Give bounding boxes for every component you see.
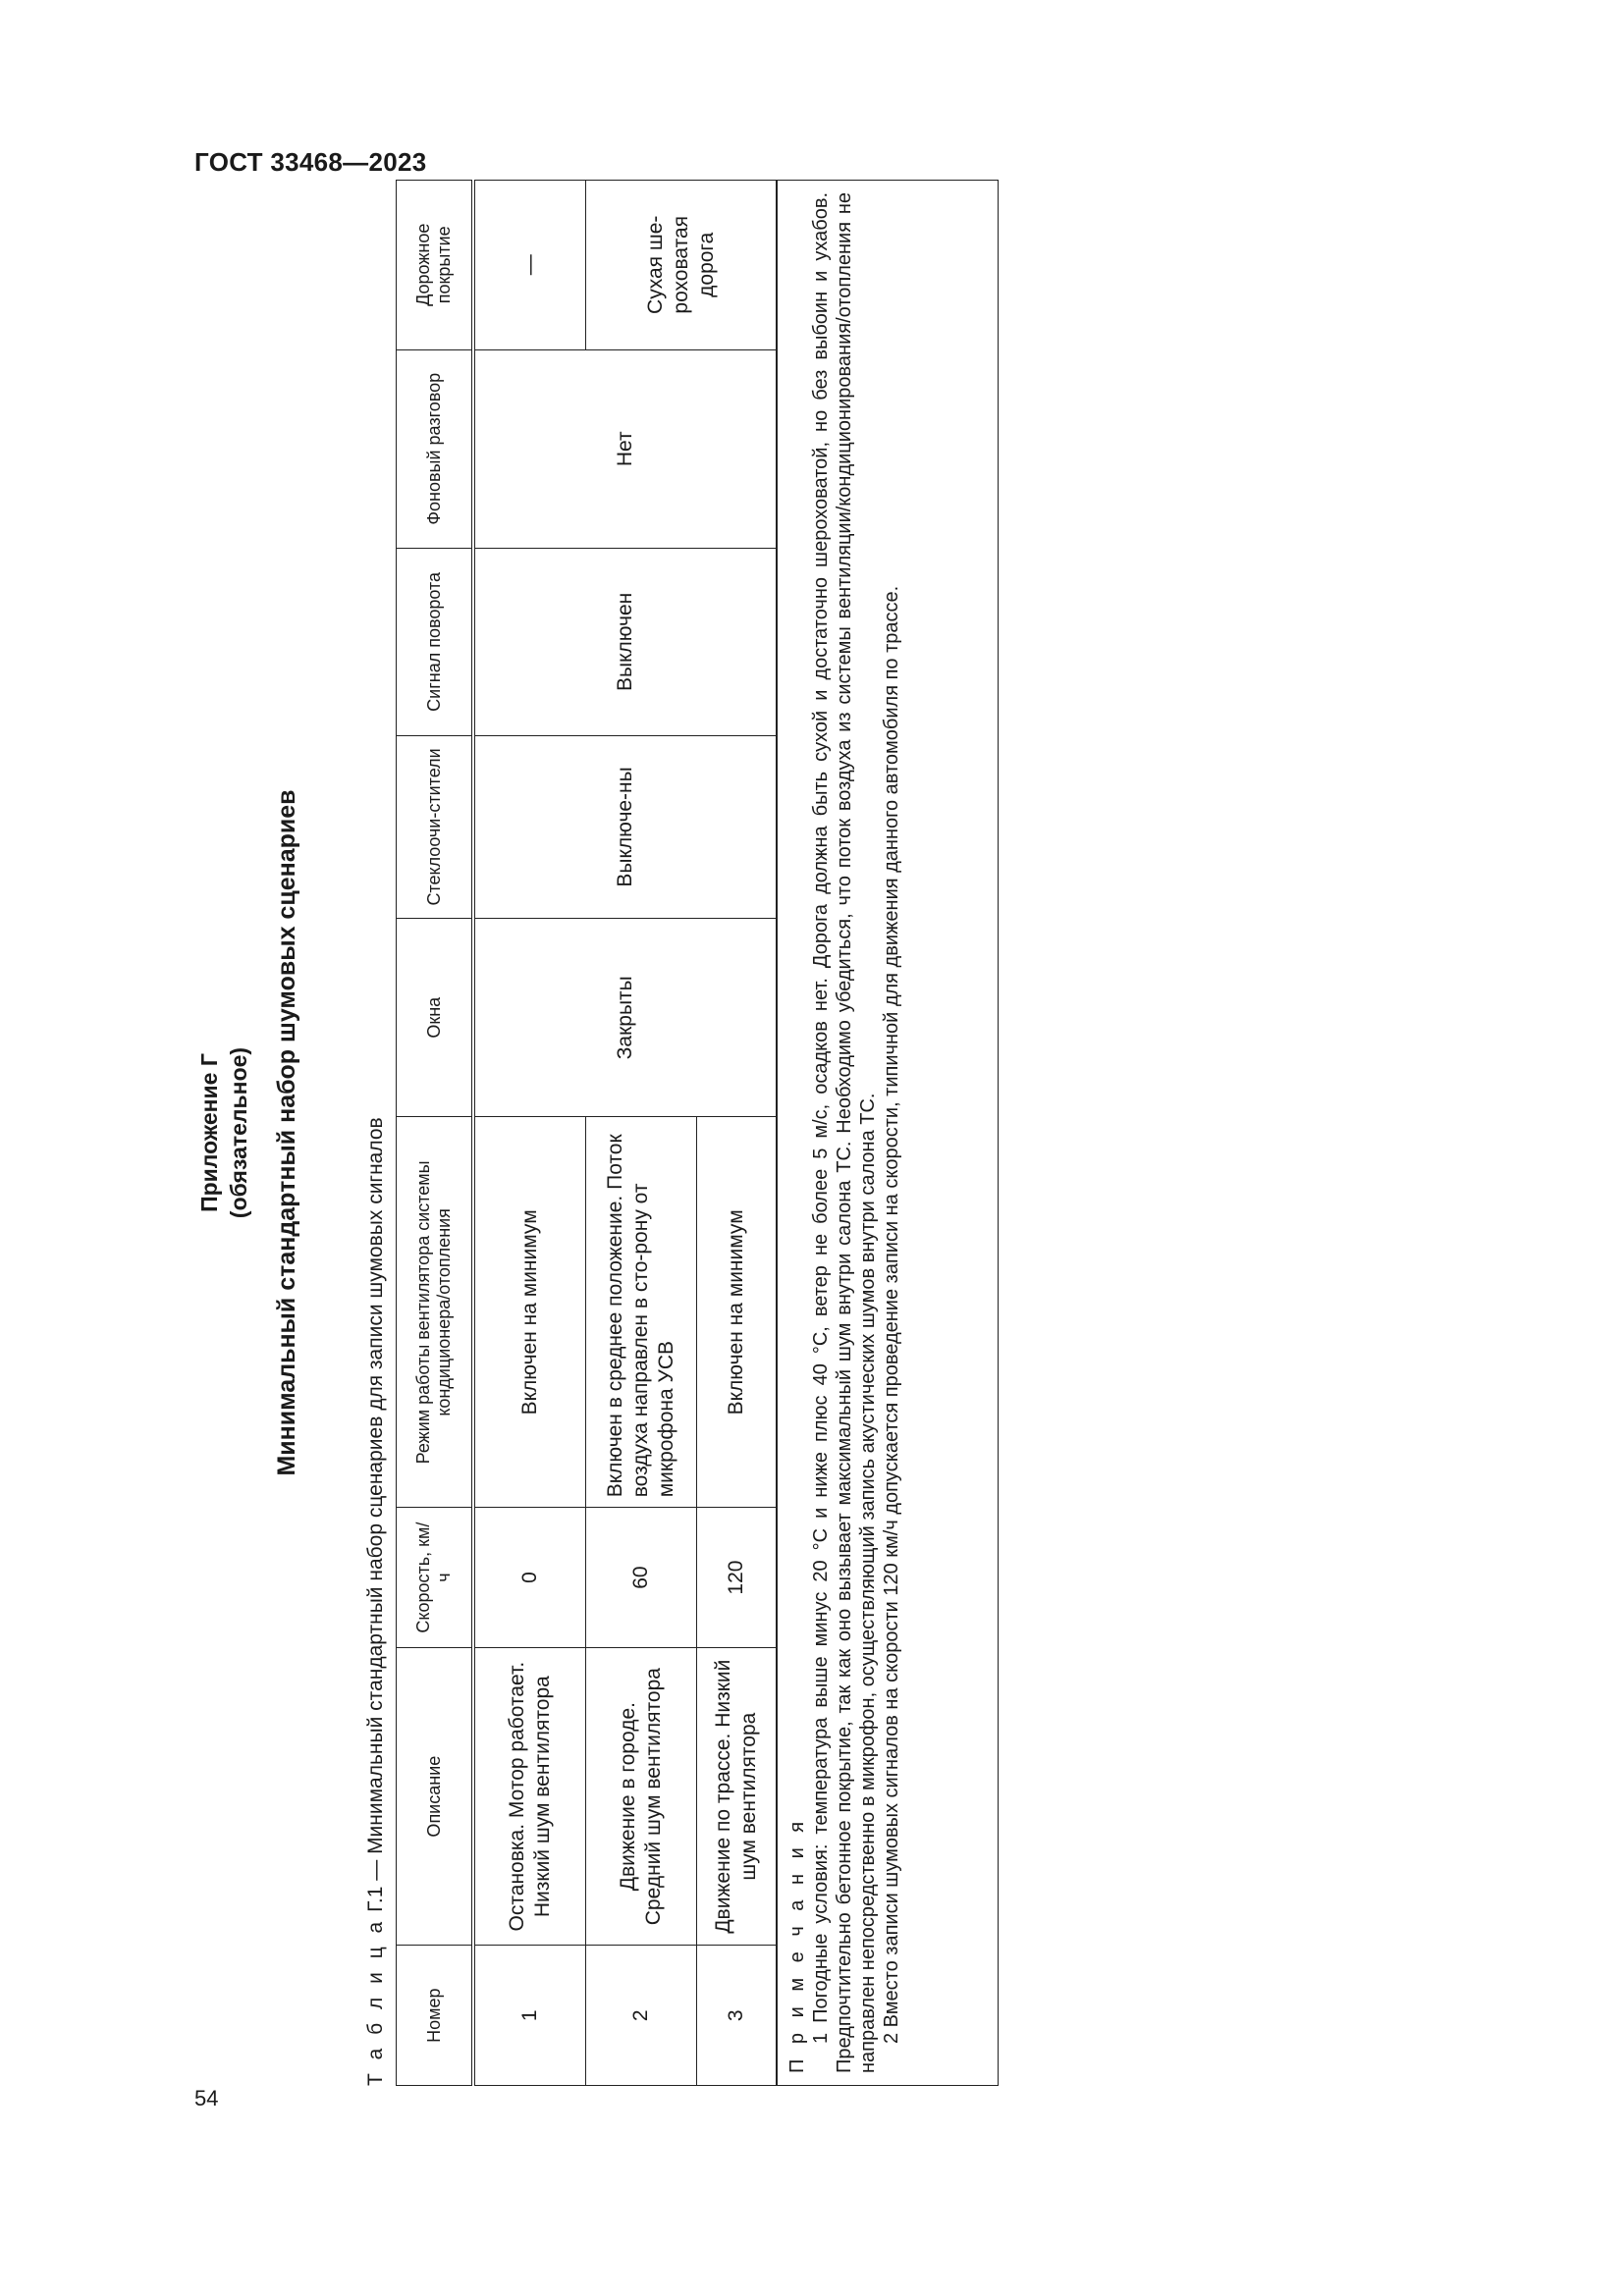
page-number: 54: [194, 2086, 219, 2110]
table-notes-row: [777, 181, 999, 2086]
table-caption: [364, 1117, 388, 2086]
col-header-background-talk: Фоновый разговор: [397, 349, 474, 548]
cell-turn-signal: Выключен: [473, 548, 777, 735]
appendix-heading: Минимальный стандартный набор шумовых сценариев: [273, 789, 300, 1476]
cell-speed: 120: [697, 1508, 778, 1648]
note-item: 2 Вместо записи шумовых сигналов на скорости 120 км/ч допускается проведение записи на скорости, типичной для движения данного автомобиля по трассе.: [881, 585, 902, 2044]
col-header-fan: Режим работы вентилятора системы кондиционера/отопления: [397, 1117, 474, 1508]
cell-fan-mode: Включен в среднее положение. Поток воздуха направлен в сто-рону от микрофона УСВ: [586, 1117, 697, 1508]
col-header-wipers: Стеклоочи-стители: [397, 735, 474, 918]
col-header-road-surface: Дорожное покрытие: [397, 181, 474, 350]
col-header-number: Номер: [397, 1946, 474, 2086]
cell-road-surface: Сухая ше-роховатая дорога: [586, 181, 778, 350]
cell-description: Остановка. Мотор работает. Низкий шум вентилятора: [473, 1647, 586, 1946]
cell-road-surface: —: [473, 181, 586, 350]
cell-wipers: Выключе-ны: [473, 735, 777, 918]
cell-background-talk: Нет: [473, 349, 777, 548]
note-item: 1 Погодные условия: температура выше минус 20 °С и ниже плюс 40 °С, ветер не более 5 м/с, осадков нет. Дорога должна быть сухой и достаточно шероховатой, но без выбоин и ухабов. Предпочтительно бетонное покрытие, так как оно вызывает максимальный шум внутри салона ТС. Необходимо убедиться, что поток воздуха из системы вентиляции/кондиционирования/отопления не направлен непосредственно в микрофон, осуществляющий запись акустических шумов внутри салона ТС.: [810, 192, 879, 2073]
cell-number: 2: [586, 1946, 697, 2086]
col-header-turn-signal: Сигнал поворота: [397, 548, 474, 735]
appendix-title-block: [194, 180, 253, 2086]
col-header-speed: Скорость, км/ч: [397, 1508, 474, 1648]
table-notes: [777, 181, 999, 2086]
cell-description: Движение по трассе. Низкий шум вентилятора: [697, 1647, 778, 1946]
notes-heading: П р и м е ч а н и я: [786, 1816, 808, 2073]
col-header-description: Описание: [397, 1647, 474, 1946]
cell-windows: Закрыты: [473, 919, 777, 1117]
cell-speed: 0: [473, 1508, 586, 1648]
table-row: [473, 181, 586, 2086]
appendix-title: Приложение Г: [196, 1053, 222, 1212]
scenarios-table: [396, 180, 999, 2086]
cell-number: 1: [473, 1946, 586, 2086]
cell-number: 3: [697, 1946, 778, 2086]
cell-speed: 60: [586, 1508, 697, 1648]
col-header-windows: Окна: [397, 919, 474, 1117]
rotated-page-content: [194, 180, 1000, 2086]
table-caption-prefix: Т а б л и ц а: [364, 1917, 387, 2086]
appendix-status: (обязательное): [226, 1046, 251, 1219]
cell-fan-mode: Включен на минимум: [697, 1117, 778, 1508]
table-caption-text: Г.1 — Минимальный стандартный набор сценариев для записи шумовых сигналов: [364, 1117, 387, 1912]
cell-description: Движение в городе. Средний шум вентилятора: [586, 1647, 697, 1946]
table-header-row: [397, 181, 474, 2086]
document-code: ГОСТ 33468—2023: [194, 147, 427, 177]
cell-fan-mode: Включен на минимум: [473, 1117, 586, 1508]
